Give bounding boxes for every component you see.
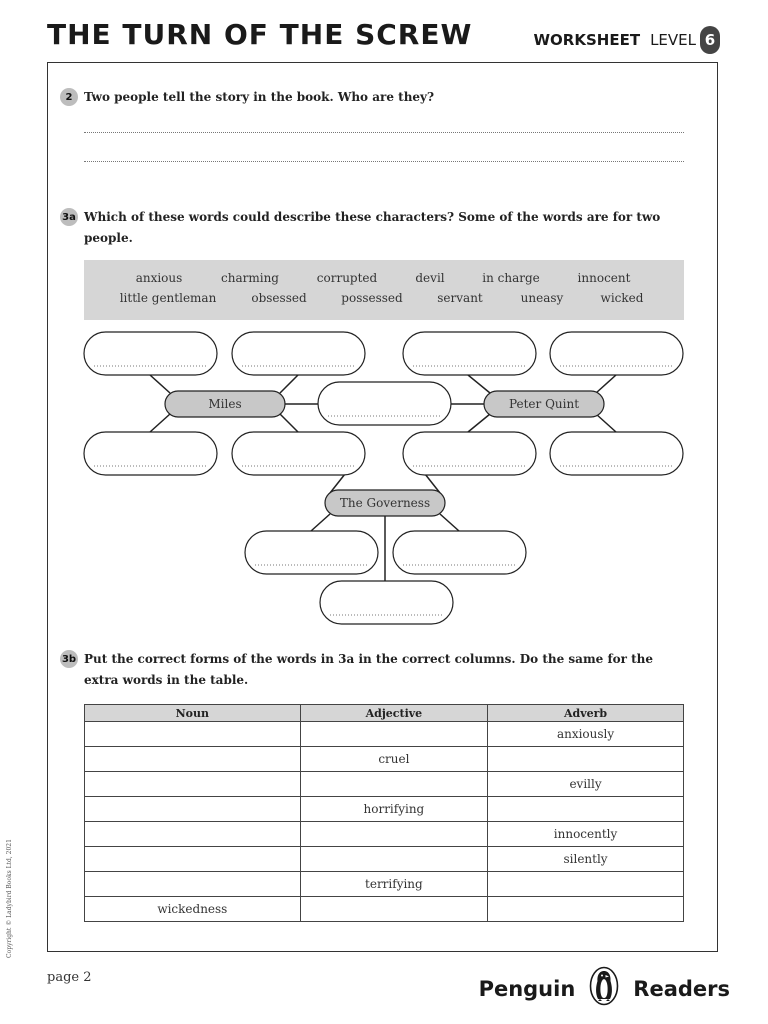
answer-bubble[interactable]: [320, 581, 453, 624]
table-cell: evilly: [488, 772, 684, 797]
table-cell[interactable]: [488, 872, 684, 897]
table-cell[interactable]: [85, 747, 301, 772]
table-cell[interactable]: [85, 847, 301, 872]
table-cell[interactable]: [85, 872, 301, 897]
answer-bubble[interactable]: [550, 432, 683, 475]
table-cell: silently: [488, 847, 684, 872]
word-bank-item: servant: [437, 291, 483, 305]
brand-penguin: Penguin: [478, 976, 576, 1001]
penguin-icon: [589, 966, 619, 1011]
table-cell[interactable]: [300, 772, 487, 797]
table-row: [85, 722, 684, 747]
question-3b-text: Put the correct forms of the words in 3a in the correct columns. Do the same for the extra words in the table.: [84, 652, 654, 687]
brand-readers: Readers: [633, 976, 730, 1001]
page-number: page 2: [47, 970, 92, 985]
answer-bubble[interactable]: [403, 332, 536, 375]
table-header-row: [85, 705, 684, 722]
table-row: [85, 747, 684, 772]
table-cell: wickedness: [85, 897, 301, 922]
word-bank-item: devil: [415, 271, 445, 285]
word-bank-item: little gentleman: [119, 291, 217, 305]
worksheet-title: THE TURN OF THE SCREW: [47, 18, 473, 51]
answer-bubble[interactable]: [84, 332, 217, 375]
table-row: [85, 797, 684, 822]
table-cell[interactable]: [488, 897, 684, 922]
table-cell: horrifying: [300, 797, 487, 822]
character-governess: The Governess: [339, 496, 431, 510]
table-cell[interactable]: [85, 722, 301, 747]
word-bank-item: charming: [221, 271, 279, 285]
answer-bubble[interactable]: [232, 432, 365, 475]
question-3a-number: 3a: [60, 208, 78, 226]
word-bank-item: innocent: [577, 271, 631, 285]
table-row: [85, 822, 684, 847]
word-bank-item: in charge: [482, 271, 540, 285]
level-badge: 6: [700, 26, 720, 54]
word-bank-item: possessed: [341, 291, 403, 305]
table-row: [85, 847, 684, 872]
table-cell: cruel: [300, 747, 487, 772]
table-cell[interactable]: [85, 797, 301, 822]
table-cell: terrifying: [300, 872, 487, 897]
word-bank-item: obsessed: [251, 291, 307, 305]
question-3b-number: 3b: [60, 650, 78, 668]
word-bank-item: anxious: [135, 271, 183, 285]
answer-bubble[interactable]: [393, 531, 526, 574]
table-cell[interactable]: [488, 747, 684, 772]
answer-bubble[interactable]: [232, 332, 365, 375]
answer-bubble[interactable]: [550, 332, 683, 375]
word-bank-item: uneasy: [520, 291, 564, 305]
question-2-number: 2: [60, 88, 78, 106]
column-header-adjective: Adjective: [300, 705, 487, 722]
table-cell[interactable]: [85, 772, 301, 797]
penguin-readers-logo: [479, 966, 730, 1011]
question-3a-text: Which of these words could describe these characters? Some of the words are for two people.: [84, 210, 661, 245]
table-row: [85, 872, 684, 897]
table-cell[interactable]: [300, 722, 487, 747]
table-cell[interactable]: [488, 797, 684, 822]
level-label: LEVEL: [650, 31, 696, 49]
column-header-noun: Noun: [85, 705, 301, 722]
copyright-notice: Copyright © Ladybird Books Ltd, 2021: [6, 839, 13, 958]
character-miles: Miles: [208, 397, 242, 411]
table-cell: anxiously: [488, 722, 684, 747]
word-bank-item: wicked: [600, 291, 644, 305]
table-row: [85, 772, 684, 797]
answer-bubble[interactable]: [403, 432, 536, 475]
table-row: [85, 897, 684, 922]
word-forms-table: [84, 704, 684, 922]
table-cell[interactable]: [300, 897, 487, 922]
table-cell[interactable]: [300, 847, 487, 872]
question-2-text: Two people tell the story in the book. Who are they?: [84, 90, 435, 104]
answer-bubble[interactable]: [84, 432, 217, 475]
word-bank-item: corrupted: [316, 271, 378, 285]
table-cell: innocently: [488, 822, 684, 847]
table-cell[interactable]: [85, 822, 301, 847]
answer-bubble[interactable]: [245, 531, 378, 574]
character-peter-quint: Peter Quint: [508, 397, 580, 411]
table-cell[interactable]: [300, 822, 487, 847]
worksheet-label: WORKSHEET: [533, 31, 641, 49]
column-header-adverb: Adverb: [488, 705, 684, 722]
answer-bubble[interactable]: [318, 382, 451, 425]
